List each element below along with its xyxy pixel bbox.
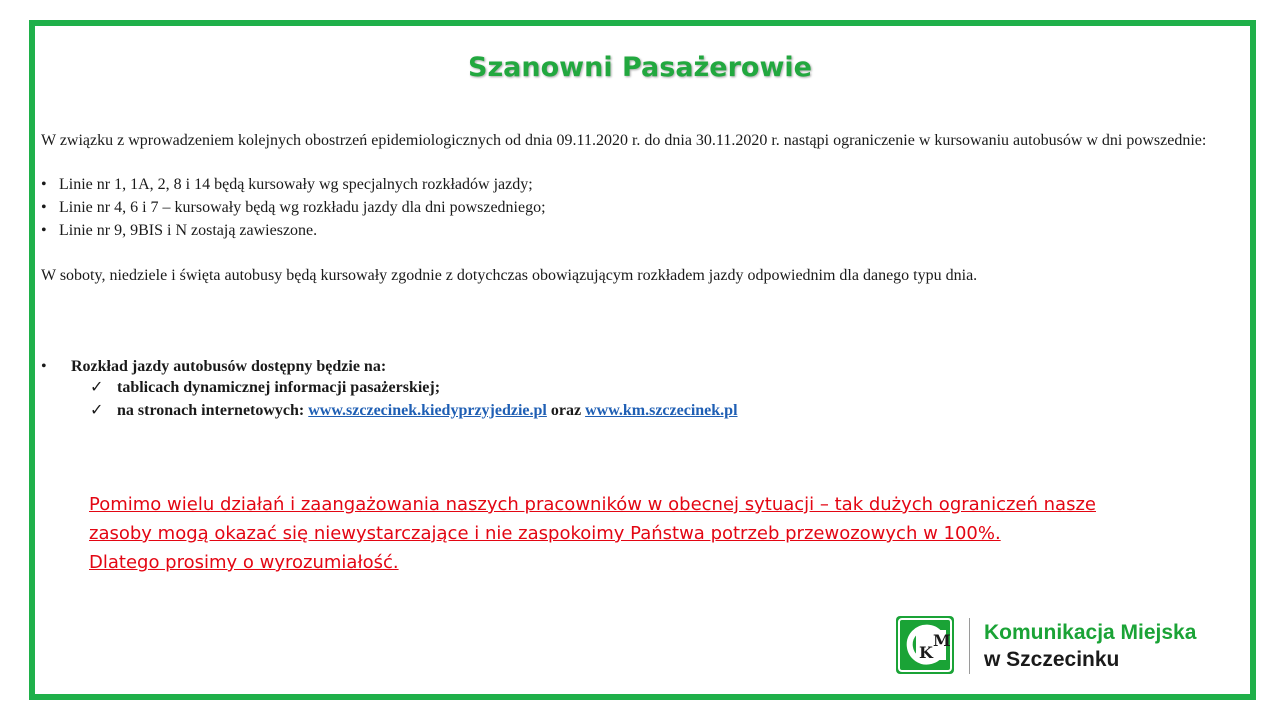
list-item: • Linie nr 9, 9BIS i N zostają zawieszone. — [41, 219, 546, 242]
weekend-paragraph: W soboty, niedziele i święta autobusy będą kursowały zgodnie z dotychczas obowiązującym rozkładem jazdy odpowiednim dla danego typu dnia. — [41, 267, 978, 284]
checkmark-icon: ✓ — [90, 379, 104, 396]
bullet-icon: • — [41, 222, 47, 239]
bullet-icon: • — [41, 358, 47, 375]
list-item: ✓ tablicach dynamicznej informacji pasażerskiej; — [90, 376, 738, 399]
kiedyprzyjedzie-link[interactable]: www.szczecinek.kiedyprzyjedzie.pl — [308, 402, 547, 419]
logo-divider — [969, 618, 970, 674]
schedule-list — [90, 376, 738, 422]
bullet-icon: • — [41, 176, 47, 193]
list-item: • Linie nr 1, 1A, 2, 8 i 14 będą kursowały wg specjalnych rozkładów jazdy; — [41, 173, 546, 196]
bullet-icon: • — [41, 199, 47, 216]
notice-text — [89, 490, 1229, 577]
km-szczecinek-link[interactable]: www.km.szczecinek.pl — [585, 402, 738, 419]
brand-city: w Szczecinku — [984, 648, 1120, 671]
km-logo-icon — [896, 616, 954, 674]
notice-line: Pomimo wielu działań i zaangażowania naszych pracowników w obecnej sytuacji – tak dużych ograniczeń nasze — [89, 494, 1096, 515]
brand-name: Komunikacja Miejska — [984, 621, 1197, 644]
list-item: ✓ na stronach internetowych: www.szczecinek.kiedyprzyjedzie.pl oraz www.km.szczecinek.pl — [90, 399, 738, 422]
intro-paragraph: W związku z wprowadzeniem kolejnych obostrzeń epidemiologicznych od dnia 09.11.2020 r. do dnia 30.11.2020 r. nastąpi ograniczenie w kursowaniu autobusów w dni powszednie: — [41, 132, 1207, 149]
schedule-heading: • Rozkład jazdy autobusów dostępny będzie na: — [41, 355, 386, 378]
page-title: Szanowni Pasażerowie — [468, 52, 812, 83]
checkmark-icon: ✓ — [90, 402, 104, 419]
list-item: • Linie nr 4, 6 i 7 – kursowały będą wg rozkładu jazdy dla dni powszedniego; — [41, 196, 546, 219]
logo-letter-m: M — [933, 631, 951, 650]
logo-letter-k: K — [919, 643, 933, 662]
line-changes-list — [41, 173, 546, 242]
notice-line: zasoby mogą okazać się niewystarczające i nie zaspokoimy Państwa potrzeb przewozowych w 100%. — [89, 523, 1001, 544]
notice-line: Dlatego prosimy o wyrozumiałość. — [89, 552, 399, 573]
